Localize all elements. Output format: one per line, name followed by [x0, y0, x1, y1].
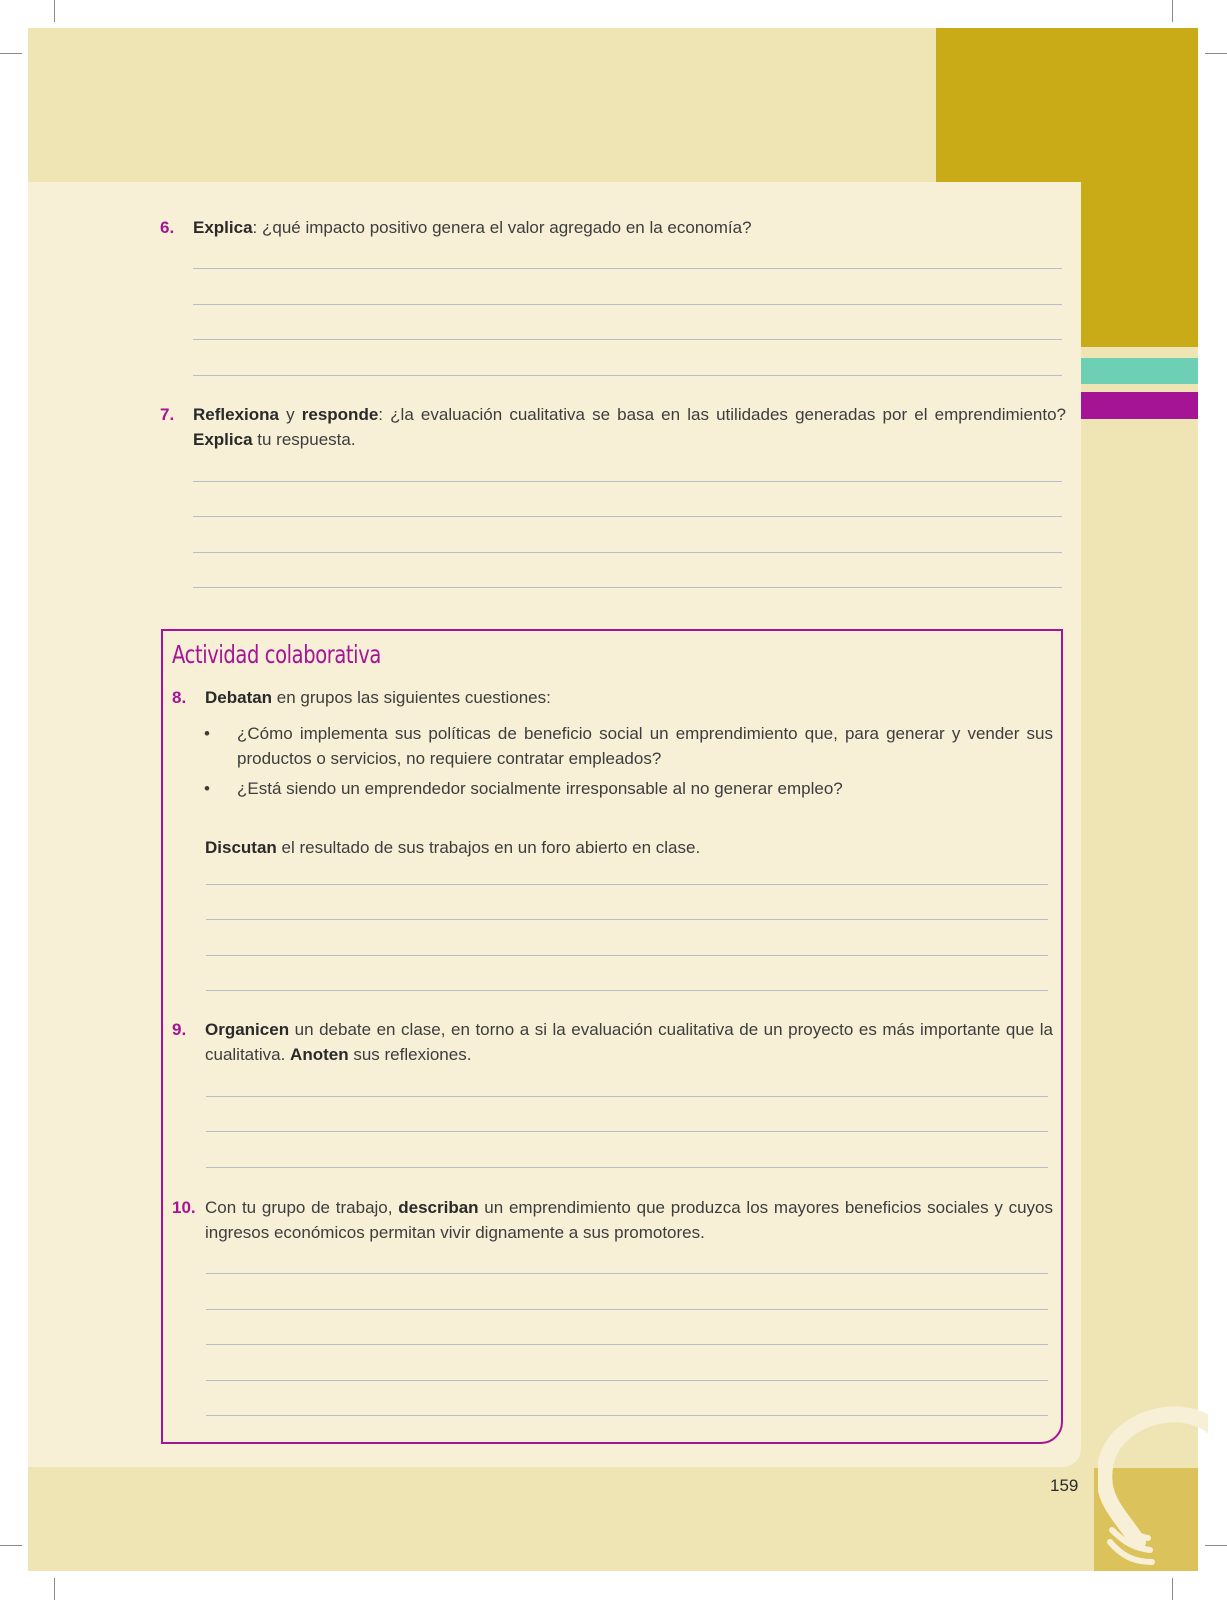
question-8-verb: Debatan: [205, 688, 273, 707]
question-10-text: [205, 1195, 1053, 1245]
question-8-number: 8.: [172, 688, 187, 707]
question-8-follow-rest: el resultado de sus trabajos en un foro abierto en clase.: [276, 838, 701, 857]
answer-line[interactable]: [193, 481, 1062, 482]
answer-line[interactable]: [206, 1415, 1048, 1416]
lightbulb-icon: [1098, 1402, 1208, 1572]
answer-line[interactable]: [206, 955, 1048, 956]
answer-line[interactable]: [193, 587, 1062, 588]
answer-line[interactable]: [193, 268, 1062, 269]
crop-mark: [1205, 1545, 1227, 1546]
page-number: 159: [1050, 1476, 1079, 1495]
question-7-rest: : ¿la evaluación cualitativa se basa en las utilidades generadas por el emprendimiento?: [378, 405, 1066, 424]
answer-line[interactable]: [206, 1096, 1048, 1097]
crop-mark: [0, 1545, 22, 1546]
question-9-rest: un debate en clase, en torno a si la evaluación cualitativa de un proyecto es más importante que la cualitativa.: [205, 1020, 1053, 1064]
crop-mark: [54, 0, 55, 22]
question-9-text: [205, 1017, 1053, 1067]
question-10-number: 10.: [172, 1198, 196, 1217]
answer-line[interactable]: [206, 1273, 1048, 1274]
question-7-verb1: Reflexiona: [193, 405, 279, 424]
question-9-verb: Organicen: [205, 1020, 290, 1039]
question-7-verb3: Explica: [193, 430, 253, 449]
answer-line[interactable]: [193, 552, 1062, 553]
answer-line[interactable]: [206, 919, 1048, 920]
question-7-number: 7.: [160, 405, 175, 424]
answer-line[interactable]: [193, 516, 1062, 517]
bullet-icon: •: [204, 724, 210, 743]
question-8-bullet-1: ¿Cómo implementa sus políticas de beneficio social un emprendimiento que, para generar y vender sus productos o servicios, no requiere contratar empleados?: [237, 724, 1053, 768]
question-7-text: [193, 402, 1066, 452]
answer-line[interactable]: [206, 1131, 1048, 1132]
question-8-follow-up: [205, 835, 1055, 860]
magenta-tab: [1081, 392, 1198, 419]
question-8-follow-verb: Discutan: [205, 838, 277, 857]
question-7-rest2: tu respuesta.: [252, 430, 356, 449]
question-9-number: 9.: [172, 1020, 187, 1039]
answer-line[interactable]: [193, 339, 1062, 340]
question-6-text: [193, 215, 1063, 240]
bullet-icon: •: [204, 779, 210, 798]
collaborative-activity-title: Actividad colaborativa: [172, 640, 381, 669]
question-8-bullet-2: ¿Está siendo un emprendedor socialmente irresponsable al no generar empleo?: [237, 779, 843, 798]
question-10-rest: un emprendimiento que produzca los mayores beneficios sociales y cuyos ingresos económicos permitan vivir dignamente a sus promotores.: [205, 1198, 1053, 1242]
question-8-rest: en grupos las siguientes cuestiones:: [272, 688, 551, 707]
crop-mark: [0, 53, 22, 54]
crop-mark: [1172, 1578, 1173, 1600]
question-6-rest: : ¿qué impacto positivo genera el valor agregado en la economía?: [252, 218, 752, 237]
question-10-pre: Con tu grupo de trabajo,: [205, 1198, 399, 1217]
question-10-verb: describan: [398, 1198, 479, 1217]
teal-tab: [1081, 358, 1198, 384]
answer-line[interactable]: [206, 1167, 1048, 1168]
crop-mark: [1172, 0, 1173, 22]
question-6-number: 6.: [160, 218, 175, 237]
answer-line[interactable]: [206, 884, 1048, 885]
crop-mark: [1205, 53, 1227, 54]
answer-line[interactable]: [206, 1380, 1048, 1381]
question-9-rest2: sus reflexiones.: [348, 1045, 472, 1064]
question-6-verb: Explica: [193, 218, 253, 237]
question-9-verb2: Anoten: [290, 1045, 349, 1064]
question-7-conj: y: [278, 405, 302, 424]
answer-line[interactable]: [193, 304, 1062, 305]
question-7-verb2: responde: [301, 405, 379, 424]
answer-line[interactable]: [206, 1309, 1048, 1310]
answer-line[interactable]: [206, 990, 1048, 991]
answer-line[interactable]: [206, 1344, 1048, 1345]
crop-mark: [54, 1578, 55, 1600]
question-8-text: [205, 685, 1055, 710]
answer-line[interactable]: [193, 375, 1062, 376]
